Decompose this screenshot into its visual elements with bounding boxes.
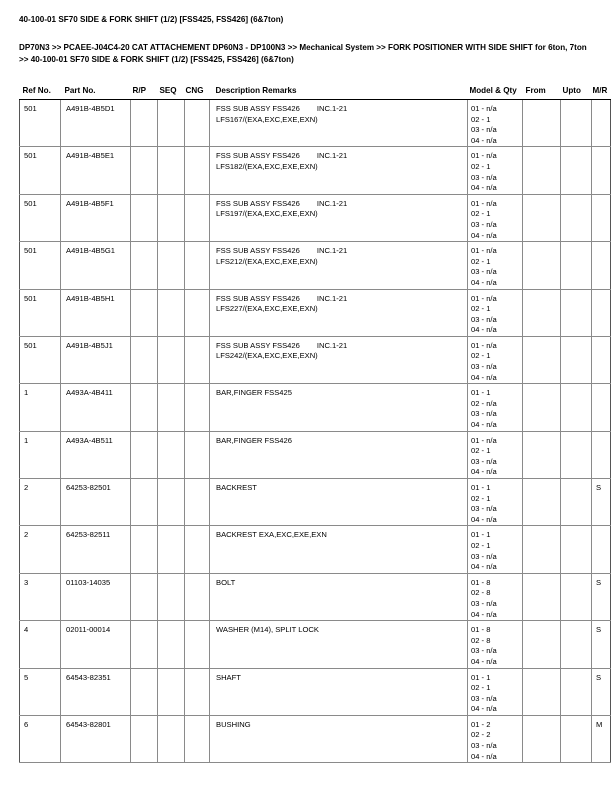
description-text: FSS SUB ASSY FSS426 [216,293,300,303]
cell-seq [158,431,185,478]
table-row [20,289,611,336]
cell-from [523,668,561,715]
cell-model-qty [468,289,523,336]
model-qty-list [471,388,522,430]
cell-description [210,336,468,383]
cell-part-no: A493A-4B411 [61,384,131,431]
description-line-primary [216,436,467,447]
cell-mr: S [592,621,611,668]
cell-seq [158,384,185,431]
column-header-ref-no: Ref No. [20,86,61,100]
cell-from [523,100,561,147]
cell-part-no: 02011-00014 [61,621,131,668]
description-line-primary [216,673,467,684]
model-qty-item: 01 - n/a [471,104,497,113]
model-qty-item: 03 - n/a [471,362,497,372]
cell-model-qty [468,431,523,478]
model-qty-item: 03 - n/a [471,267,497,277]
cell-description [210,242,468,289]
cell-upto [561,573,592,620]
model-qty-item: 04 - n/a [471,230,497,240]
description-text: BACKREST EXA,EXC,EXE,EXN [216,530,327,540]
description-inclusion-note: INC.1-21 [316,151,348,161]
model-qty-list [471,625,522,667]
column-header-description: Description Remarks [210,86,468,100]
model-qty-item: 02 - 1 [471,351,491,361]
model-qty-item: 02 - 1 [471,493,491,503]
cell-upto [561,431,592,478]
cell-part-no: 64543-82801 [61,715,131,762]
cell-from [523,431,561,478]
table-row [20,242,611,289]
column-header-cng: CNG [185,86,210,100]
model-qty-list [471,151,522,193]
cell-ref-no: 5 [20,668,61,715]
model-qty-item: 03 - n/a [471,314,497,324]
cell-model-qty [468,668,523,715]
cell-seq [158,573,185,620]
description-line-secondary: LFS167/(EXA,EXC,EXE,EXN) [216,114,318,124]
cell-cng [185,479,210,526]
cell-cng [185,147,210,194]
cell-description [210,573,468,620]
description-line-primary [216,388,467,399]
cell-upto [561,621,592,668]
cell-ref-no: 3 [20,573,61,620]
model-qty-item: 01 - 8 [471,577,491,587]
model-qty-item: 03 - n/a [471,456,497,466]
model-qty-item: 02 - n/a [471,398,497,408]
model-qty-item: 01 - n/a [471,435,497,445]
description-line-primary [216,625,467,636]
model-qty-list [471,246,522,288]
cell-cng [185,715,210,762]
model-qty-list [471,673,522,715]
cell-rp [131,242,158,289]
cell-description [210,621,468,668]
description-text: BOLT [216,577,236,587]
description-line-secondary: LFS242/(EXA,EXC,EXE,EXN) [216,351,318,361]
cell-upto [561,479,592,526]
cell-ref-no: 501 [20,194,61,241]
cell-description [210,100,468,147]
description-line-primary [216,720,467,731]
model-qty-item: 03 - n/a [471,646,497,656]
cell-seq [158,715,185,762]
description-inclusion-note: INC.1-21 [316,293,348,303]
model-qty-item: 04 - n/a [471,277,497,287]
model-qty-list [471,530,522,572]
cell-rp [131,100,158,147]
model-qty-item: 04 - n/a [471,609,497,619]
parts-table [19,86,611,763]
model-qty-item: 03 - n/a [471,693,497,703]
cell-rp [131,479,158,526]
cell-model-qty [468,100,523,147]
table-header [20,86,611,100]
cell-description [210,289,468,336]
cell-cng [185,526,210,573]
model-qty-item: 04 - n/a [471,183,497,193]
cell-model-qty [468,194,523,241]
model-qty-list [471,294,522,336]
table-row [20,431,611,478]
cell-model-qty [468,715,523,762]
description-line-secondary: LFS182/(EXA,EXC,EXE,EXN) [216,161,318,171]
cell-mr [592,336,611,383]
cell-ref-no: 2 [20,526,61,573]
description-text: FSS SUB ASSY FSS426 [216,198,300,208]
column-header-model-qty: Model & Qty [468,86,523,100]
cell-rp [131,431,158,478]
table-body [20,100,611,763]
model-qty-item: 02 - 8 [471,588,491,598]
cell-from [523,479,561,526]
model-qty-item: 02 - 1 [471,209,491,219]
cell-part-no: A491B-4B5F1 [61,194,131,241]
model-qty-item: 04 - n/a [471,372,497,382]
cell-model-qty [468,384,523,431]
cell-description [210,384,468,431]
model-qty-item: 03 - n/a [471,172,497,182]
cell-from [523,384,561,431]
model-qty-item: 03 - n/a [471,598,497,608]
model-qty-item: 04 - n/a [471,514,497,524]
cell-model-qty [468,147,523,194]
model-qty-item: 01 - 2 [471,719,491,729]
cell-mr [592,384,611,431]
table-row [20,668,611,715]
cell-rp [131,715,158,762]
description-line-primary [216,483,467,494]
description-inclusion-note: INC.1-21 [316,246,348,256]
cell-ref-no: 2 [20,479,61,526]
model-qty-item: 03 - n/a [471,219,497,229]
model-qty-list [471,720,522,762]
model-qty-item: 02 - 1 [471,446,491,456]
column-header-seq: SEQ [158,86,185,100]
cell-seq [158,479,185,526]
model-qty-item: 02 - 1 [471,683,491,693]
cell-model-qty [468,242,523,289]
cell-seq [158,668,185,715]
cell-seq [158,526,185,573]
cell-model-qty [468,526,523,573]
cell-cng [185,100,210,147]
cell-ref-no: 501 [20,147,61,194]
model-qty-item: 01 - n/a [471,151,497,161]
table-row [20,194,611,241]
cell-cng [185,431,210,478]
description-line-primary [216,151,467,162]
model-qty-item: 04 - n/a [471,420,497,430]
cell-seq [158,147,185,194]
cell-mr [592,526,611,573]
description-text: BAR,FINGER FSS425 [216,388,292,398]
cell-upto [561,336,592,383]
table-row [20,100,611,147]
cell-mr [592,100,611,147]
model-qty-item: 04 - n/a [471,325,497,335]
description-text: BACKREST [216,483,257,492]
cell-mr: M [592,715,611,762]
cell-upto [561,147,592,194]
model-qty-item: 01 - 1 [471,530,491,540]
table-row [20,715,611,762]
cell-model-qty [468,573,523,620]
cell-from [523,242,561,289]
description-inclusion-note: INC.1-21 [316,198,348,208]
description-text: BAR,FINGER FSS426 [216,435,292,445]
cell-rp [131,194,158,241]
model-qty-list [471,199,522,241]
cell-rp [131,621,158,668]
cell-rp [131,573,158,620]
model-qty-item: 03 - n/a [471,504,497,514]
cell-rp [131,668,158,715]
model-qty-item: 03 - n/a [471,741,497,751]
cell-part-no: A491B-4B5G1 [61,242,131,289]
model-qty-item: 03 - n/a [471,125,497,135]
cell-description [210,715,468,762]
cell-ref-no: 501 [20,242,61,289]
model-qty-item: 01 - n/a [471,246,497,256]
model-qty-item: 02 - 2 [471,730,491,740]
cell-cng [185,336,210,383]
column-header-upto: Upto [561,86,592,100]
cell-ref-no: 501 [20,100,61,147]
description-line-primary [216,341,467,352]
model-qty-list [471,483,522,525]
description-text: FSS SUB ASSY FSS426 [216,151,300,161]
breadcrumb: DP70N3 >> PCAEE-J04C4-20 CAT ATTACHEMENT DP60N3 - DP100N3 >> Mechanical System >> FORK POSITIONER WITH SIDE SHIFT for 6ton, 7ton >> 40-100-01 SF70 SIDE & FORK SHIFT (1/2) [FSS425, FSS426] (6&7ton) [19,43,587,64]
cell-from [523,147,561,194]
model-qty-item: 02 - 8 [471,635,491,645]
table-row [20,384,611,431]
model-qty-item: 03 - n/a [471,551,497,561]
description-line-secondary: LFS212/(EXA,EXC,EXE,EXN) [216,256,318,266]
cell-part-no: A491B-4B5H1 [61,289,131,336]
table-row [20,573,611,620]
model-qty-item: 02 - 1 [471,256,491,266]
cell-ref-no: 6 [20,715,61,762]
cell-seq [158,242,185,289]
model-qty-item: 04 - n/a [471,135,497,145]
cell-rp [131,147,158,194]
description-text: SHAFT [216,672,241,682]
cell-mr [592,289,611,336]
cell-upto [561,668,592,715]
table-row [20,147,611,194]
description-line-secondary: LFS197/(EXA,EXC,EXE,EXN) [216,209,318,219]
cell-upto [561,242,592,289]
description-line-primary [216,294,467,305]
cell-from [523,715,561,762]
model-qty-list [471,578,522,620]
column-header-mr: M/R [592,86,611,100]
description-text: WASHER (M14), SPLIT LOCK [216,625,319,635]
cell-rp [131,336,158,383]
cell-part-no: 01103-14035 [61,573,131,620]
cell-rp [131,384,158,431]
cell-mr [592,431,611,478]
cell-seq [158,621,185,668]
cell-description [210,668,468,715]
cell-from [523,289,561,336]
cell-mr [592,242,611,289]
model-qty-item: 04 - n/a [471,467,497,477]
description-text: FSS SUB ASSY FSS426 [216,246,300,256]
column-header-rp: R/P [131,86,158,100]
table-row [20,479,611,526]
cell-part-no: A491B-4B5D1 [61,100,131,147]
cell-part-no: 64543-82351 [61,668,131,715]
cell-rp [131,526,158,573]
cell-seq [158,194,185,241]
cell-from [523,573,561,620]
table-row [20,621,611,668]
cell-model-qty [468,336,523,383]
model-qty-item: 01 - 8 [471,625,491,635]
cell-seq [158,100,185,147]
cell-upto [561,100,592,147]
cell-cng [185,621,210,668]
model-qty-item: 01 - n/a [471,198,497,208]
column-header-from: From [523,86,561,100]
cell-part-no: A493A-4B511 [61,431,131,478]
model-qty-item: 02 - 1 [471,114,491,124]
cell-seq [158,336,185,383]
cell-description [210,526,468,573]
cell-from [523,621,561,668]
cell-description [210,431,468,478]
model-qty-item: 01 - n/a [471,340,497,350]
model-qty-item: 02 - 1 [471,161,491,171]
cell-part-no: 64253-82501 [61,479,131,526]
cell-upto [561,715,592,762]
model-qty-item: 04 - n/a [471,704,497,714]
model-qty-item: 01 - n/a [471,293,497,303]
description-line-secondary: LFS227/(EXA,EXC,EXE,EXN) [216,304,318,314]
cell-model-qty [468,621,523,668]
cell-mr: S [592,573,611,620]
model-qty-list [471,436,522,478]
cell-cng [185,289,210,336]
model-qty-item: 01 - 1 [471,388,491,398]
cell-from [523,194,561,241]
model-qty-item: 01 - 1 [471,672,491,682]
cell-rp [131,289,158,336]
cell-cng [185,384,210,431]
cell-cng [185,573,210,620]
cell-mr: S [592,668,611,715]
model-qty-list [471,104,522,146]
description-line-primary [216,246,467,257]
cell-from [523,336,561,383]
cell-mr: S [592,479,611,526]
cell-seq [158,289,185,336]
cell-upto [561,526,592,573]
cell-upto [561,384,592,431]
cell-ref-no: 501 [20,336,61,383]
model-qty-item: 04 - n/a [471,751,497,761]
description-text: FSS SUB ASSY FSS426 [216,104,300,113]
cell-upto [561,194,592,241]
description-text: BUSHING [216,719,251,729]
description-inclusion-note: INC.1-21 [316,104,348,113]
description-line-primary [216,578,467,589]
table-row [20,526,611,573]
cell-part-no: A491B-4B5J1 [61,336,131,383]
page-title: 40-100-01 SF70 SIDE & FORK SHIFT (1/2) [FSS425, FSS426] (6&7ton) [19,15,284,24]
model-qty-item: 04 - n/a [471,656,497,666]
cell-upto [561,289,592,336]
cell-ref-no: 1 [20,431,61,478]
model-qty-item: 03 - n/a [471,409,497,419]
table-row [20,336,611,383]
table-header-row [20,86,611,100]
cell-ref-no: 501 [20,289,61,336]
cell-cng [185,242,210,289]
column-header-part-no: Part No. [61,86,131,100]
cell-part-no: A491B-4B5E1 [61,147,131,194]
description-inclusion-note: INC.1-21 [316,340,348,350]
description-line-primary [216,104,467,115]
model-qty-list [471,341,522,383]
cell-model-qty [468,479,523,526]
cell-description [210,479,468,526]
description-line-primary [216,530,467,541]
cell-cng [185,194,210,241]
cell-part-no: 64253-82511 [61,526,131,573]
cell-cng [185,668,210,715]
model-qty-item: 02 - 1 [471,540,491,550]
cell-from [523,526,561,573]
model-qty-item: 04 - n/a [471,562,497,572]
cell-description [210,147,468,194]
model-qty-item: 02 - 1 [471,304,491,314]
description-text: FSS SUB ASSY FSS426 [216,340,300,350]
cell-mr [592,147,611,194]
model-qty-item: 01 - 1 [471,483,491,492]
cell-mr [592,194,611,241]
description-line-primary [216,199,467,210]
cell-ref-no: 1 [20,384,61,431]
cell-ref-no: 4 [20,621,61,668]
cell-description [210,194,468,241]
